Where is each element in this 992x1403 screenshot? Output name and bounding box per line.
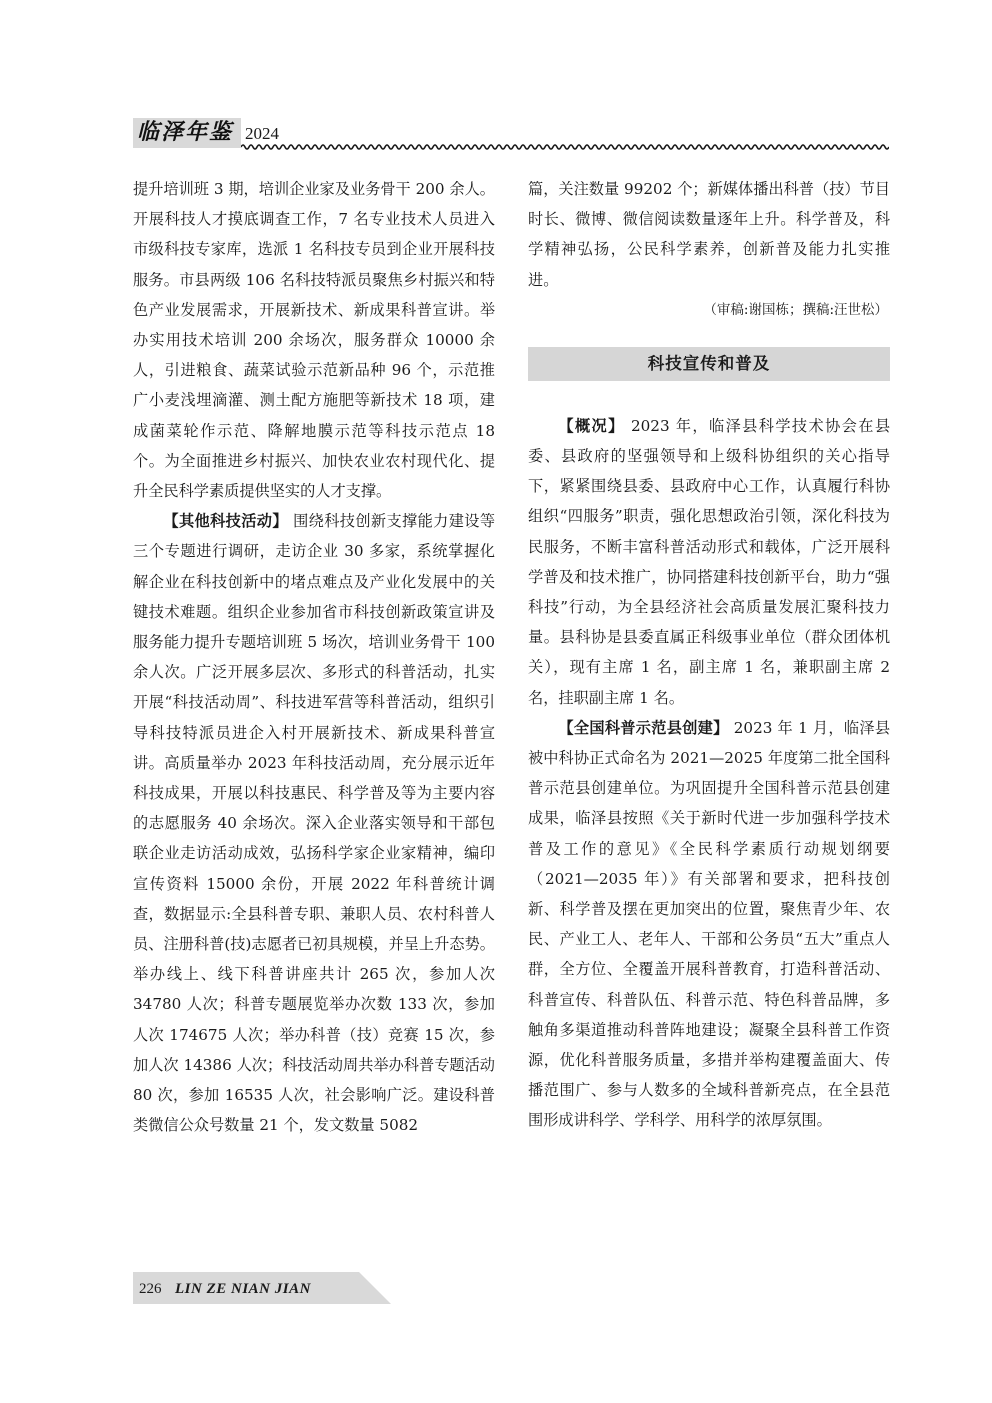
- yearbook-name-latin: LIN ZE NIAN JIAN: [175, 1281, 311, 1297]
- paragraph-talent-training: 提升培训班 3 期，培训企业家及业务骨干 200 余人。开展科技人才摸底调查工作，7 名专业技术人员进入市级科技专家库，选派 1 名科技专员到企业开展科技服务。市县两级 106 名科技特派员聚焦乡村振兴和特色产业发展需求，开展新技术、新成果科普宣讲。举办实用技术培训 200 余场次，服务群众 10000 余人，引进粮食、蔬菜试验示范新品种 96 个，示范推广小麦浅埋滴灌、测土配方施肥等新技术 18 项，建成菌菜轮作示范、降解地膜示范等科技示范点 18 个。为全面推进乡村振兴、加快农业农村现代化、提升全民科学素质提供坚实的人才支撑。: [133, 180, 495, 501]
- paragraph-other-activities-text: 围绕科技创新支撑能力建设等三个专题进行调研，走访企业 30 多家，系统掌握化解企业在科技创新中的堵点难点及产业化发展中的关键技术难题。组织企业参加省市科技创新政策宣讲及服务能力提升专题培训班 5 场次，培训业务骨干 100 余人次。广泛开展多层次、多形式的科普活动，扎实开展“科技活动周”、科技进军营等科普活动，组织引导科技特派员进企入村开展新技术、新成果科普宣讲。高质量举办 2023 年科技活动周，充分展示近年科技成果，开展以科技惠民、科学普及等为主要内容的志愿服务 40 余场次。深入企业落实领导和干部包联企业走访活动成效，弘扬科学家企业家精神，编印宣传资料 15000 余份，开展 2022 年科普统计调查，数据显示:全县科普专职、兼职人员、农村科普人员、注册科普(技)志愿者已初具规模，并呈上升态势。举办线上、线下科普讲座共计 265 次，参加人次 34780 人次；科普专题展览举办次数 133 次，参加人次 174675 人次；举办科普（技）竞赛 15 次，参加人次 14386 人次；科技活动周共举办科普专题活动 80 次，参加 16535 人次，社会影响广泛。建设科普类微信公众号数量 21 个，发文数量 5082: [133, 512, 496, 1135]
- paragraph-overview: [528, 411, 890, 713]
- running-footer: [133, 1272, 403, 1306]
- paragraph-overview-text: 2023 年，临泽县科学技术协会在县委、县政府的坚强领导和上级科协组织的关心指导下，紧紧围绕县委、县政府中心工作，认真履行科协组织“四服务”职责，强化思想政治引领，深化科技为民服务，不断丰富科普活动形式和载体，广泛开展科学普及和技术推广，协同搭建科技创新平台，助力“强科技”行动，为全县经济社会高质量发展汇聚科技力量。县科协是县委直属正科级事业单位（群众团体机关），现有主席 1 名，副主席 1 名，兼职副主席 2 名，挂职副主席 1 名。: [528, 416, 891, 707]
- header-wavy-rule: [241, 142, 889, 152]
- keyword-demo-county: 【全国科普示范县创建】: [558, 718, 729, 737]
- paragraph-other-activities: [133, 506, 495, 1140]
- running-header: [133, 112, 889, 156]
- keyword-other-activities: 【其他科技活动】: [163, 512, 288, 531]
- page-number: 226: [139, 1281, 162, 1297]
- yearbook-year: 2024: [245, 124, 279, 143]
- section-heading: 科技宣传和普及: [528, 347, 890, 381]
- right-column: [528, 174, 890, 1136]
- paragraph-demo-county-text: 2023 年 1 月，临泽县被中科协正式命名为 2021—2025 年度第二批全国科普示范县创建单位。为巩固提升全国科普示范县创建成果，临泽县按照《关于新时代进一步加强科学技术普及工作的意见》《全民科学素质行动规划纲要（2021—2035 年）》有关部署和要求，把科技创新、科学普及摆在更加突出的位置，聚焦青少年、农民、产业工人、老年人、干部和公务员“五大”重点人群，全方位、全覆盖开展科普教育，打造科普活动、科普宣传、科普队伍、科普示范、特色科普品牌，多触角多渠道推动科普阵地建设；凝聚全县科普工作资源，优化科普服务质量，多措并举构建覆盖面大、传播范围广、参与人数多的全域科普新亮点，在全县范围形成讲科学、学科学、用科学的浓厚氛围。: [528, 718, 891, 1130]
- paragraph-demo-county: [528, 713, 890, 1136]
- left-column: [133, 174, 495, 1141]
- keyword-overview: 【概况】: [558, 416, 625, 435]
- yearbook-title: 临泽年鉴: [133, 118, 241, 148]
- editor-credit: （审稿:谢国栋；撰稿:汪世松）: [703, 301, 888, 318]
- paragraph-continued: 篇，关注数量 99202 个；新媒体播出科普（技）节目时长、微博、微信阅读数量逐年上升。科学普及，科学精神弘扬，公民科学素养，创新普及能力扎实推进。: [528, 180, 890, 289]
